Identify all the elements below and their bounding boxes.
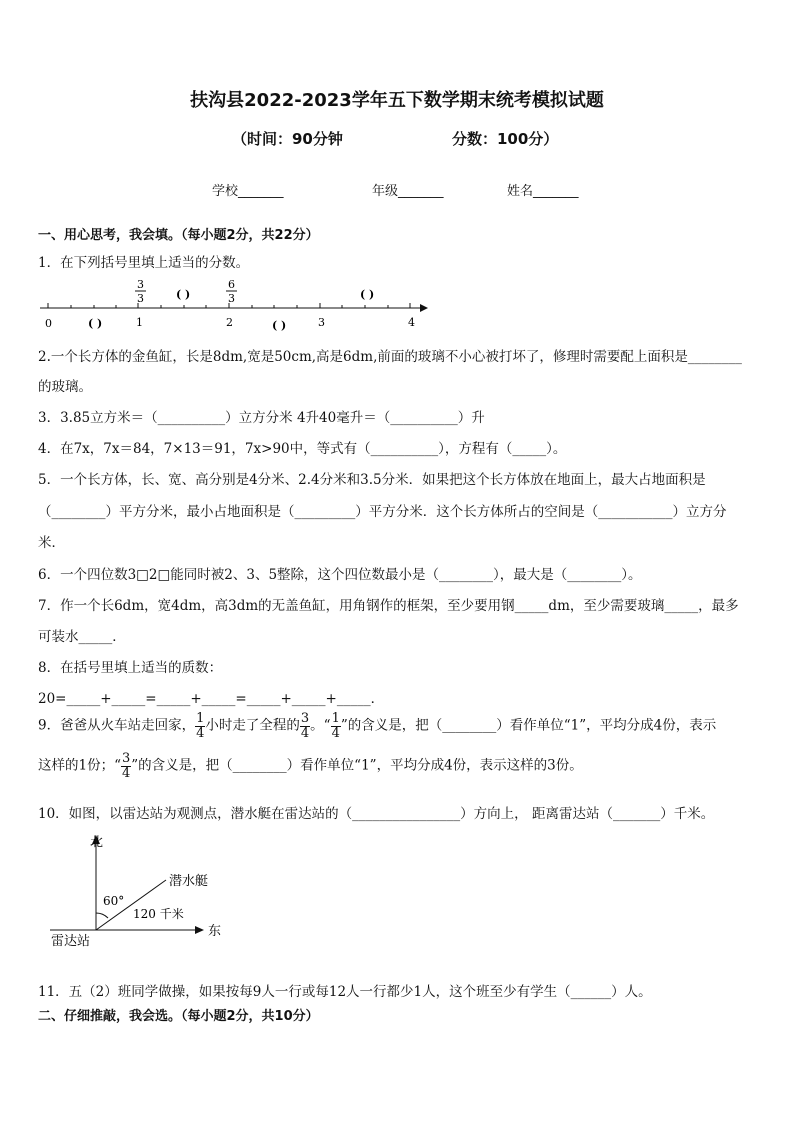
name-field[interactable]: 姓名_______ xyxy=(507,184,579,199)
blank-below-2: ( ) xyxy=(272,319,287,332)
tick-2: 2 xyxy=(226,316,233,329)
page-title: 扶沟县2022-2023学年五下数学期末统考模拟试题 xyxy=(190,90,604,111)
question-6: 6．一个四位数3□2□能同时被2、3、5整除，这个四位数最小是（________），最大是（________）。 xyxy=(38,567,642,583)
question-5-line2: （________）平方分米，最小占地面积是（_________）平方分米．这个长方体所占的空间是（___________）立方分 xyxy=(38,504,727,520)
angle-label: 60° xyxy=(103,894,125,908)
tick-4: 4 xyxy=(408,316,415,329)
question-10: 10．如图，以雷达站为观测点，潜水艇在雷达站的（________________）方向上， 距离雷达站（_______）千米。 xyxy=(38,806,715,822)
blank-below-1: ( ) xyxy=(88,317,103,330)
question-8: 8．在括号里填上适当的质数： xyxy=(38,660,223,676)
blank-above-2: ( ) xyxy=(360,288,375,301)
submarine-label: 潜水艇 xyxy=(169,874,209,889)
blank-above-1: ( ) xyxy=(176,288,191,301)
radar-station-label: 雷达站 xyxy=(51,934,91,949)
section2-heading: 二、仔细推敲，我会选。（每小题2分，共10分） xyxy=(38,1009,319,1024)
question-1: 1．在下列括号里填上适当的分数。 xyxy=(38,255,250,271)
fraction-3-4: $\frac{3}{4}$ xyxy=(300,711,310,741)
question-7-line2: 可装水_____． xyxy=(38,629,126,645)
question-3: 3．3.85立方米＝（__________）立方分米 4升40毫升＝（__________）升 xyxy=(38,410,485,426)
distance-label: 120 千米 xyxy=(133,907,184,921)
fraction-3-4-quoted: $\frac{3}{4}$ xyxy=(122,751,131,781)
radar-diagram xyxy=(48,830,238,955)
fraction-1-4: $\frac{1}{4}$ xyxy=(196,711,205,741)
frac2-den: 3 xyxy=(228,292,235,305)
question-5-line3: 米． xyxy=(38,535,65,551)
question-8-equation: 20=_____+_____=_____+_____=_____+_____+_____． xyxy=(38,691,385,707)
number-line xyxy=(36,276,436,336)
exam-time: （时间：90分钟 xyxy=(232,130,343,148)
frac1-num: 3 xyxy=(137,278,144,291)
fraction-1-4-quoted: $\frac{1}{4}$ xyxy=(331,711,340,741)
question-11: 11．五（2）班同学做操，如果按每9人一行或每12人一行都少1人，这个班至少有学生（______）人。 xyxy=(38,984,652,1000)
question-9-line1: 9．爸爸从火车站走回家， $\frac{1}{4}$ 小时走了全程的 $\frac{3}{4}$ 。“ $\frac{1}{4}$ ”的含义是，把（________）看作单位“1”，平均分成4份，表示 xyxy=(38,711,717,741)
tick-1: 1 xyxy=(136,316,143,329)
tick-3: 3 xyxy=(318,316,325,329)
question-4: 4．在7x，7x＝84，7×13＝91，7x>90中，等式有（__________），方程有（_____）。 xyxy=(38,441,567,457)
frac1-den: 3 xyxy=(137,292,144,305)
frac2-num: 6 xyxy=(228,278,235,291)
question-2-line1: 2.一个长方体的金鱼缸，长是8dm,宽是50cm,高是6dm,前面的玻璃不小心被打坏了，修理时需要配上面积是________ xyxy=(38,349,742,365)
school-field[interactable]: 学校_______ xyxy=(212,184,284,199)
east-label: 东 xyxy=(208,924,222,939)
section1-heading: 一、用心思考，我会填。（每小题2分，共22分） xyxy=(38,228,319,243)
north-label: 北 xyxy=(90,835,104,850)
grade-field[interactable]: 年级_______ xyxy=(372,184,444,199)
question-5-line1: 5．一个长方体，长、宽、高分别是4分米、2.4分米和3.5分米．如果把这个长方体放在地面上，最大占地面积是 xyxy=(38,472,706,488)
exam-score: 分数：100分） xyxy=(452,130,559,148)
question-9-line2: 这样的1份；“ $\frac{3}{4}$ ”的含义是，把（________）看作单位“1”，平均分成4份，表示这样的3份。 xyxy=(38,751,583,781)
tick-0: 0 xyxy=(45,317,52,330)
question-7-line1: 7．作一个长6dm，宽4dm，高3dm的无盖鱼缸，用角钢作的框架，至少要用钢_____dm，至少需要玻璃_____，最多 xyxy=(38,598,739,614)
question-2-line2: 的玻璃。 xyxy=(38,379,92,395)
